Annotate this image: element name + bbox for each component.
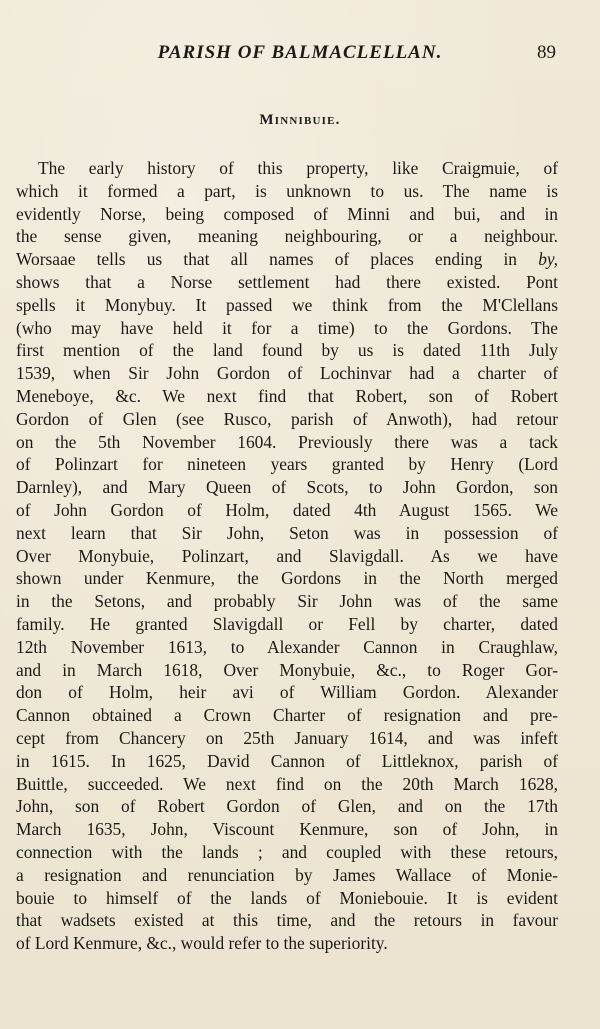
text-line: Over Monybuie, Polinzart, and Slavigdall. As we have xyxy=(16,545,558,566)
text-line: that wadsets existed at this time, and the retours in favour xyxy=(16,910,558,931)
text-line: (who may have held it for a time) to the Gordons. The xyxy=(16,317,558,338)
text-line: Meneboye, &c. We next find that Robert, son of Robert xyxy=(16,385,558,406)
text-line: Buittle, succeeded. We next find on the 20th March 1628, xyxy=(16,773,558,794)
page-number: 89 xyxy=(537,42,556,63)
text-line: cept from Chancery on 25th January 1614, and was infeft xyxy=(16,727,558,748)
text-line: March 1635, John, Viscount Kenmure, son of John, in xyxy=(16,819,558,840)
text-line: next learn that Sir John, Seton was in possession of xyxy=(16,522,558,543)
text-line: Gordon of Glen (see Rusco, parish of Anwoth), had retour xyxy=(16,408,558,429)
text-line: Darnley), and Mary Queen of Scots, to John Gordon, son xyxy=(16,477,558,498)
text-line: John, son of Robert Gordon of Glen, and on the 17th xyxy=(16,796,558,817)
text-line: which it formed a part, is unknown to us. The name is xyxy=(16,180,558,201)
text-line: first mention of the land found by us is dated 11th July xyxy=(16,340,558,361)
text-line: spells it Monybuy. It passed we think from the M'Clellans xyxy=(16,294,558,315)
text-line: in 1615. In 1625, David Cannon of Littleknox, parish of xyxy=(16,750,558,771)
text-line: don of Holm, heir avi of William Gordon. Alexander xyxy=(16,682,558,703)
body-text xyxy=(16,157,558,955)
text-line: in the Setons, and probably Sir John was of the same xyxy=(16,591,558,612)
text-line: shown under Kenmure, the Gordons in the North merged xyxy=(16,568,558,589)
text-line: Cannon obtained a Crown Charter of resignation and pre- xyxy=(16,705,558,726)
text-line: the sense given, meaning neighbouring, or a neighbour. xyxy=(16,226,558,247)
text-line: family. He granted Slavigdall or Fell by charter, dated xyxy=(16,613,558,634)
text-line-last: of Lord Kenmure, &c., would refer to the superiority. xyxy=(16,933,388,954)
text-line: evidently Norse, being composed of Minni and bui, and in xyxy=(16,203,558,224)
section-heading: Minnibuie. xyxy=(259,112,341,128)
text-line: and in March 1618, Over Monybuie, &c., to Roger Gor- xyxy=(16,659,558,680)
text-line: 12th November 1613, to Alexander Cannon in Craughlaw, xyxy=(16,636,558,657)
text-line: a resignation and renunciation by James Wallace of Monie- xyxy=(16,864,558,885)
text-line: of John Gordon of Holm, dated 4th August 1565. We xyxy=(16,499,558,520)
text-line: on the 5th November 1604. Previously there was a tack xyxy=(16,431,558,452)
text-line: 1539, when Sir John Gordon of Lochinvar had a charter of xyxy=(16,363,558,384)
running-title: PARISH OF BALMACLELLAN. xyxy=(157,42,443,63)
text-line-segment: Worsaae tells us that all names of places ending in xyxy=(16,249,518,270)
running-header xyxy=(16,38,584,68)
text-line: The early history of this property, like Craigmuie, of xyxy=(38,158,558,178)
text-line: of Polinzart for nineteen years granted by Henry (Lord xyxy=(16,454,558,475)
italic-word: by, xyxy=(538,249,558,270)
text-line: bouie to himself of the lands of Moniebouie. It is evident xyxy=(16,887,558,908)
text-line: connection with the lands ; and coupled with these retours, xyxy=(16,841,558,862)
text-line: shows that a Norse settlement had there existed. Pont xyxy=(16,271,558,292)
text-line-with-italic xyxy=(16,248,558,271)
